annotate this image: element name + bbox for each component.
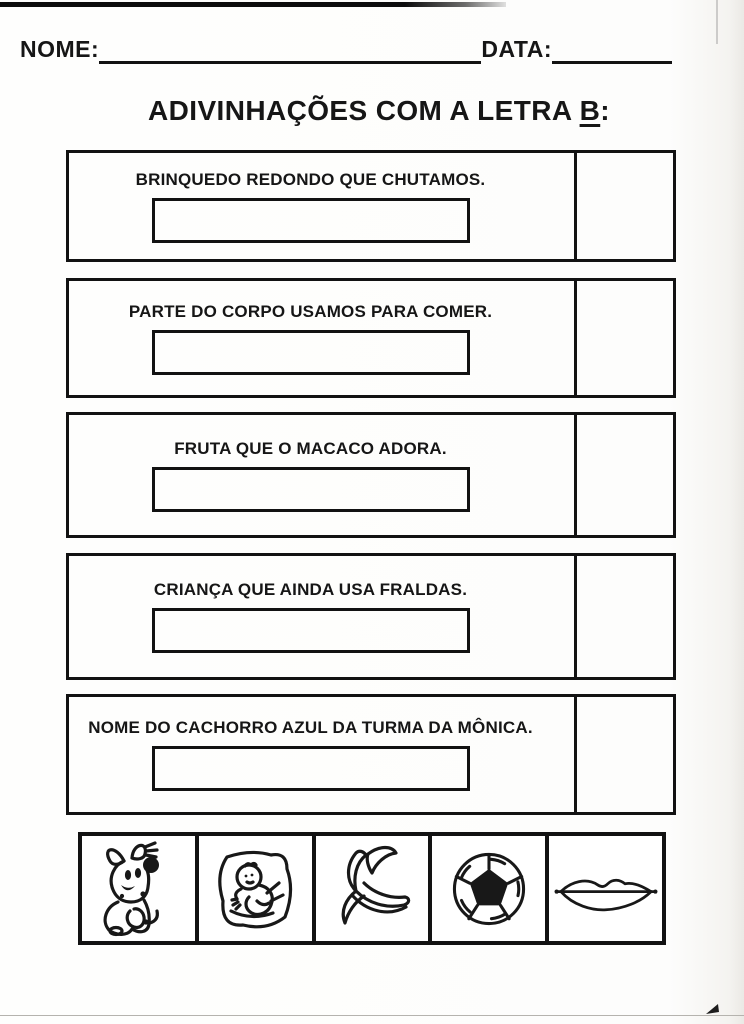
riddle-content-5 [69,697,574,812]
date-input-line[interactable] [552,33,672,64]
riddle-match-cell-4[interactable] [574,556,673,677]
riddle-content-4 [69,556,574,677]
riddle-question-1: BRINQUEDO REDONDO QUE CHUTAMOS. [135,169,486,189]
riddle-question-4: CRIANÇA QUE AINDA USA FRALDAS. [153,580,468,599]
riddle-question-5: NOME DO CACHORRO AZUL DA TURMA DA MÔNICA. [88,718,533,737]
banana-icon [322,839,422,939]
riddle-box-5 [66,694,676,815]
picture-cell-baby[interactable] [199,836,316,941]
name-input-line[interactable] [99,33,481,64]
page-title-suffix: : [600,95,610,126]
riddle-question-2: PARTE DO CORPO USAMOS PARA COMER. [128,301,493,321]
riddle-answer-box-2[interactable] [152,330,470,375]
riddle-match-cell-3[interactable] [574,415,673,535]
riddle-match-cell-1[interactable] [574,153,673,259]
page-title-prefix: ADIVINHAÇÕES COM A LETRA [148,95,580,126]
picture-cell-lips[interactable] [549,836,662,941]
riddle-answer-box-3[interactable] [152,467,470,512]
picture-cell-banana[interactable] [316,836,433,941]
riddle-match-cell-5[interactable] [574,697,673,812]
scan-artifact-top-bar [0,2,506,7]
riddle-content-1 [69,153,574,259]
riddle-answer-box-4[interactable] [152,608,470,653]
riddle-question-3: FRUTA QUE O MACACO ADORA. [174,438,447,458]
riddle-match-cell-2[interactable] [574,281,673,395]
title-letter: B [579,95,601,126]
baby-icon [205,839,305,939]
riddle-box-4 [66,553,676,680]
riddle-answer-box-5[interactable] [152,746,470,791]
name-label: NOME: [20,36,100,62]
picture-cell-dog[interactable] [82,836,199,941]
lips-icon [554,854,658,924]
scan-artifact-mark [704,1002,720,1015]
riddle-box-2 [66,278,676,398]
riddle-content-3 [69,415,574,535]
dog-icon [88,839,188,939]
scan-artifact-bottom-line [0,1015,744,1016]
picture-strip [78,832,666,945]
riddle-answer-box-1[interactable] [152,198,470,243]
date-label: DATA: [481,36,552,62]
name-date-row [20,33,672,64]
page-title [0,95,744,127]
riddle-box-3 [66,412,676,538]
picture-cell-soccer-ball[interactable] [432,836,549,941]
soccer-ball-icon [441,841,537,937]
riddle-content-2 [69,281,574,395]
scan-artifact-edge-line [716,0,718,44]
riddle-box-1 [66,150,676,262]
